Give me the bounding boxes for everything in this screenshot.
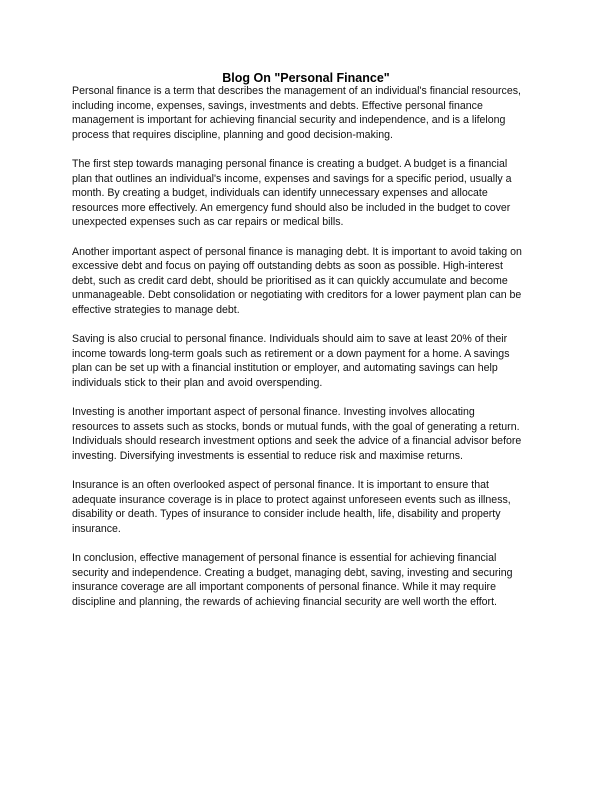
text-line: Another important aspect of personal finance is managing debt. It is important to avoid taking on [72, 245, 522, 258]
text-line: month. By creating a budget, individuals can identify unnecessary expenses and allocate [72, 187, 488, 200]
text-line: plan can be set up with a financial institution or employer, and automating savings can help [72, 362, 498, 375]
text-line: insurance coverage are all important components of personal finance. While it may require [72, 581, 496, 594]
paragraph-budget [72, 157, 542, 230]
document-title: Blog On "Personal Finance" [222, 71, 390, 85]
text-line: resources to assets such as stocks, bonds or mutual funds, with the goal of generating a return. [72, 420, 520, 433]
text-line: adequate insurance coverage is in place to protect against unforeseen events such as illness, [72, 493, 511, 506]
text-line: unmanageable. Debt consolidation or negotiating with creditors for a lower payment plan can be [72, 289, 522, 302]
text-line: including income, expenses, savings, investments and debts. Effective personal finance [72, 99, 483, 112]
paragraph-intro [72, 84, 542, 142]
text-line: Personal finance is a term that describes the management of an individual's financial resources, [72, 85, 521, 97]
text-line: discipline and planning, the rewards of achieving financial security are well worth the effort. [72, 595, 497, 608]
text-line: Individuals should research investment options and seek the advice of a financial advisor before [72, 435, 522, 448]
paragraph-saving [72, 332, 542, 390]
text-line: insurance. [72, 522, 121, 535]
paragraph-insurance [72, 478, 542, 536]
text-line: plan that outlines an individual's income, expenses and savings for a specific period, usually a [72, 172, 512, 185]
text-line: process that requires discipline, planning and good decision-making. [72, 128, 393, 141]
text-line: resources more effectively. An emergency fund should also be included in the budget to cover [72, 201, 511, 214]
text-line: investing. Diversifying investments is essential to reduce risk and maximise returns. [72, 449, 463, 462]
text-line: excessive debt and focus on paying off outstanding debts as soon as possible. High-interest [72, 260, 503, 273]
text-line: In conclusion, effective management of personal finance is essential for achieving financial [72, 552, 497, 564]
text-line: individuals stick to their plan and avoid overspending. [72, 376, 323, 389]
paragraph-conclusion [72, 551, 542, 609]
document-body [72, 84, 542, 624]
text-line: debt, such as credit card debt, should be prioritised as it can quickly accumulate and become [72, 274, 508, 287]
text-line: Saving is also crucial to personal finance. Individuals should aim to save at least 20% of their [72, 333, 508, 346]
text-line: management is important for achieving financial security and independence, and is a lifelong [72, 114, 506, 127]
text-line: unexpected expenses such as car repairs or medical bills. [72, 216, 344, 229]
text-line: effective strategies to manage debt. [72, 303, 240, 316]
text-line: The first step towards managing personal finance is creating a budget. A budget is a financial [72, 157, 508, 170]
text-line: income towards long-term goals such as retirement or a down payment for a home. A savings [72, 347, 510, 360]
text-line: disability or death. Types of insurance to consider include health, life, disability and property [72, 508, 501, 521]
paragraph-debt [72, 245, 542, 318]
text-line: security and independence. Creating a budget, managing debt, saving, investing and securing [72, 566, 513, 579]
text-line: Investing is another important aspect of personal finance. Investing involves allocating [72, 406, 475, 419]
paragraph-investing [72, 405, 542, 463]
text-line: Insurance is an often overlooked aspect of personal finance. It is important to ensure that [72, 479, 489, 492]
